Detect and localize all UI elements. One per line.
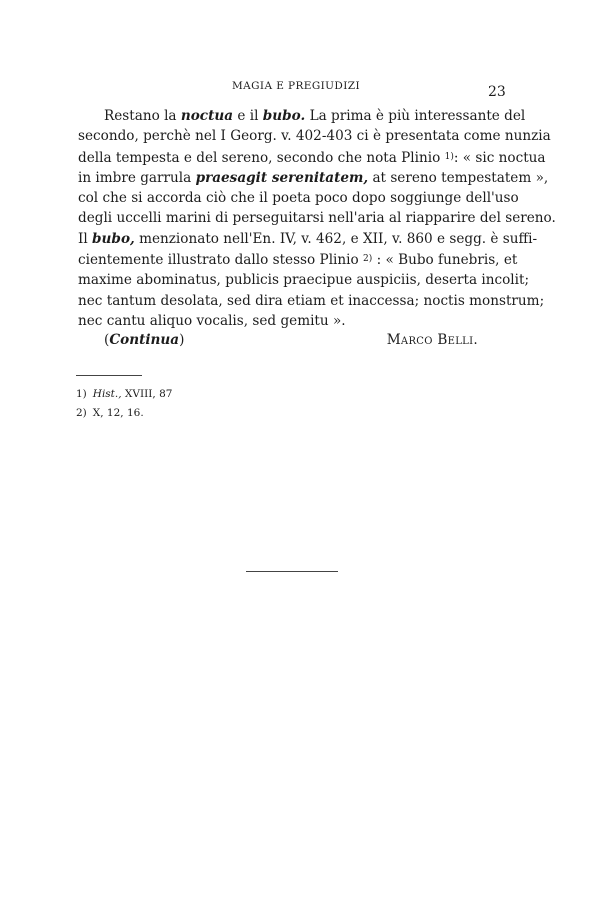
text-line-8 bbox=[78, 249, 518, 270]
paren-open: ( bbox=[104, 332, 110, 348]
text-run: della tempesta e del sereno, secondo che nota Plinio bbox=[78, 149, 445, 166]
footnote-text: XVIII, 87 bbox=[121, 388, 173, 400]
running-head-title: MAGIA E PREGIUDIZI bbox=[232, 80, 361, 92]
continua-word: Continua bbox=[109, 332, 180, 348]
body-paragraph bbox=[78, 106, 556, 331]
term-noctua: noctua bbox=[180, 108, 234, 124]
footnote-source: Hist., bbox=[92, 388, 122, 400]
text-line-5: col che si accorda ciò che il poeta poco dopo soggiunge dell'uso bbox=[78, 190, 519, 207]
text-run: Il bbox=[78, 230, 93, 247]
text-run: : « Bubo funebris, et bbox=[372, 252, 518, 269]
text-run: Restano la bbox=[104, 108, 181, 124]
running-head bbox=[0, 80, 612, 98]
author-signature: Marco Belli. bbox=[386, 332, 478, 348]
text-line-3 bbox=[78, 147, 546, 168]
text-line-1 bbox=[78, 106, 526, 126]
text-run: menzionato nell'En. IV, v. 462, e XII, v. 860 e segg. è suffi- bbox=[134, 230, 538, 247]
text-run: cientemente illustrato dallo stesso Plinio bbox=[78, 252, 363, 269]
text-run: La prima è più interessante del bbox=[305, 108, 526, 124]
text-run: e il bbox=[233, 108, 263, 124]
text-line-11: nec cantu aliquo vocalis, sed gemitu ». bbox=[78, 312, 346, 329]
footnote-2 bbox=[76, 404, 172, 423]
footnote-rule bbox=[76, 375, 142, 376]
continua-note bbox=[104, 332, 184, 348]
text-run: : « sic noctua bbox=[453, 149, 546, 166]
footnote-text: X, 12, 16. bbox=[92, 407, 144, 419]
footnote-ref-1: 1) bbox=[444, 151, 454, 162]
footnote-number: 2) bbox=[76, 407, 87, 419]
signature-row bbox=[104, 332, 478, 354]
footnote-number: 1) bbox=[76, 388, 87, 400]
paren-close: ) bbox=[179, 332, 185, 348]
text-run: at sereno tempestatem », bbox=[368, 169, 549, 186]
term-bubo: bubo. bbox=[262, 108, 306, 124]
text-line-6: degli uccelli marini di perseguitarsi nell'aria al riapparire del sereno. bbox=[78, 210, 556, 227]
footnote-1 bbox=[76, 385, 172, 404]
term-praesagit: praesagit serenitatem, bbox=[195, 169, 369, 186]
text-line-10: nec tantum desolata, sed dira etiam et inaccessa; noctis monstrum; bbox=[78, 292, 545, 309]
term-bubo-2: bubo, bbox=[92, 230, 135, 247]
footnote-ref-2: 2) bbox=[363, 254, 373, 265]
page-number: 23 bbox=[488, 84, 506, 100]
text-line-9: maxime abominatus, publicis praecipue auspiciis, deserta incolit; bbox=[78, 272, 530, 289]
text-line-2: secondo, perchè nel I Georg. v. 402-403 ci è presentata come nunzia bbox=[78, 128, 551, 145]
text-run: in imbre garrula bbox=[78, 169, 196, 186]
end-rule bbox=[246, 571, 338, 572]
text-line-4 bbox=[78, 168, 549, 188]
text-line-7 bbox=[78, 229, 538, 249]
footnotes bbox=[76, 385, 172, 423]
